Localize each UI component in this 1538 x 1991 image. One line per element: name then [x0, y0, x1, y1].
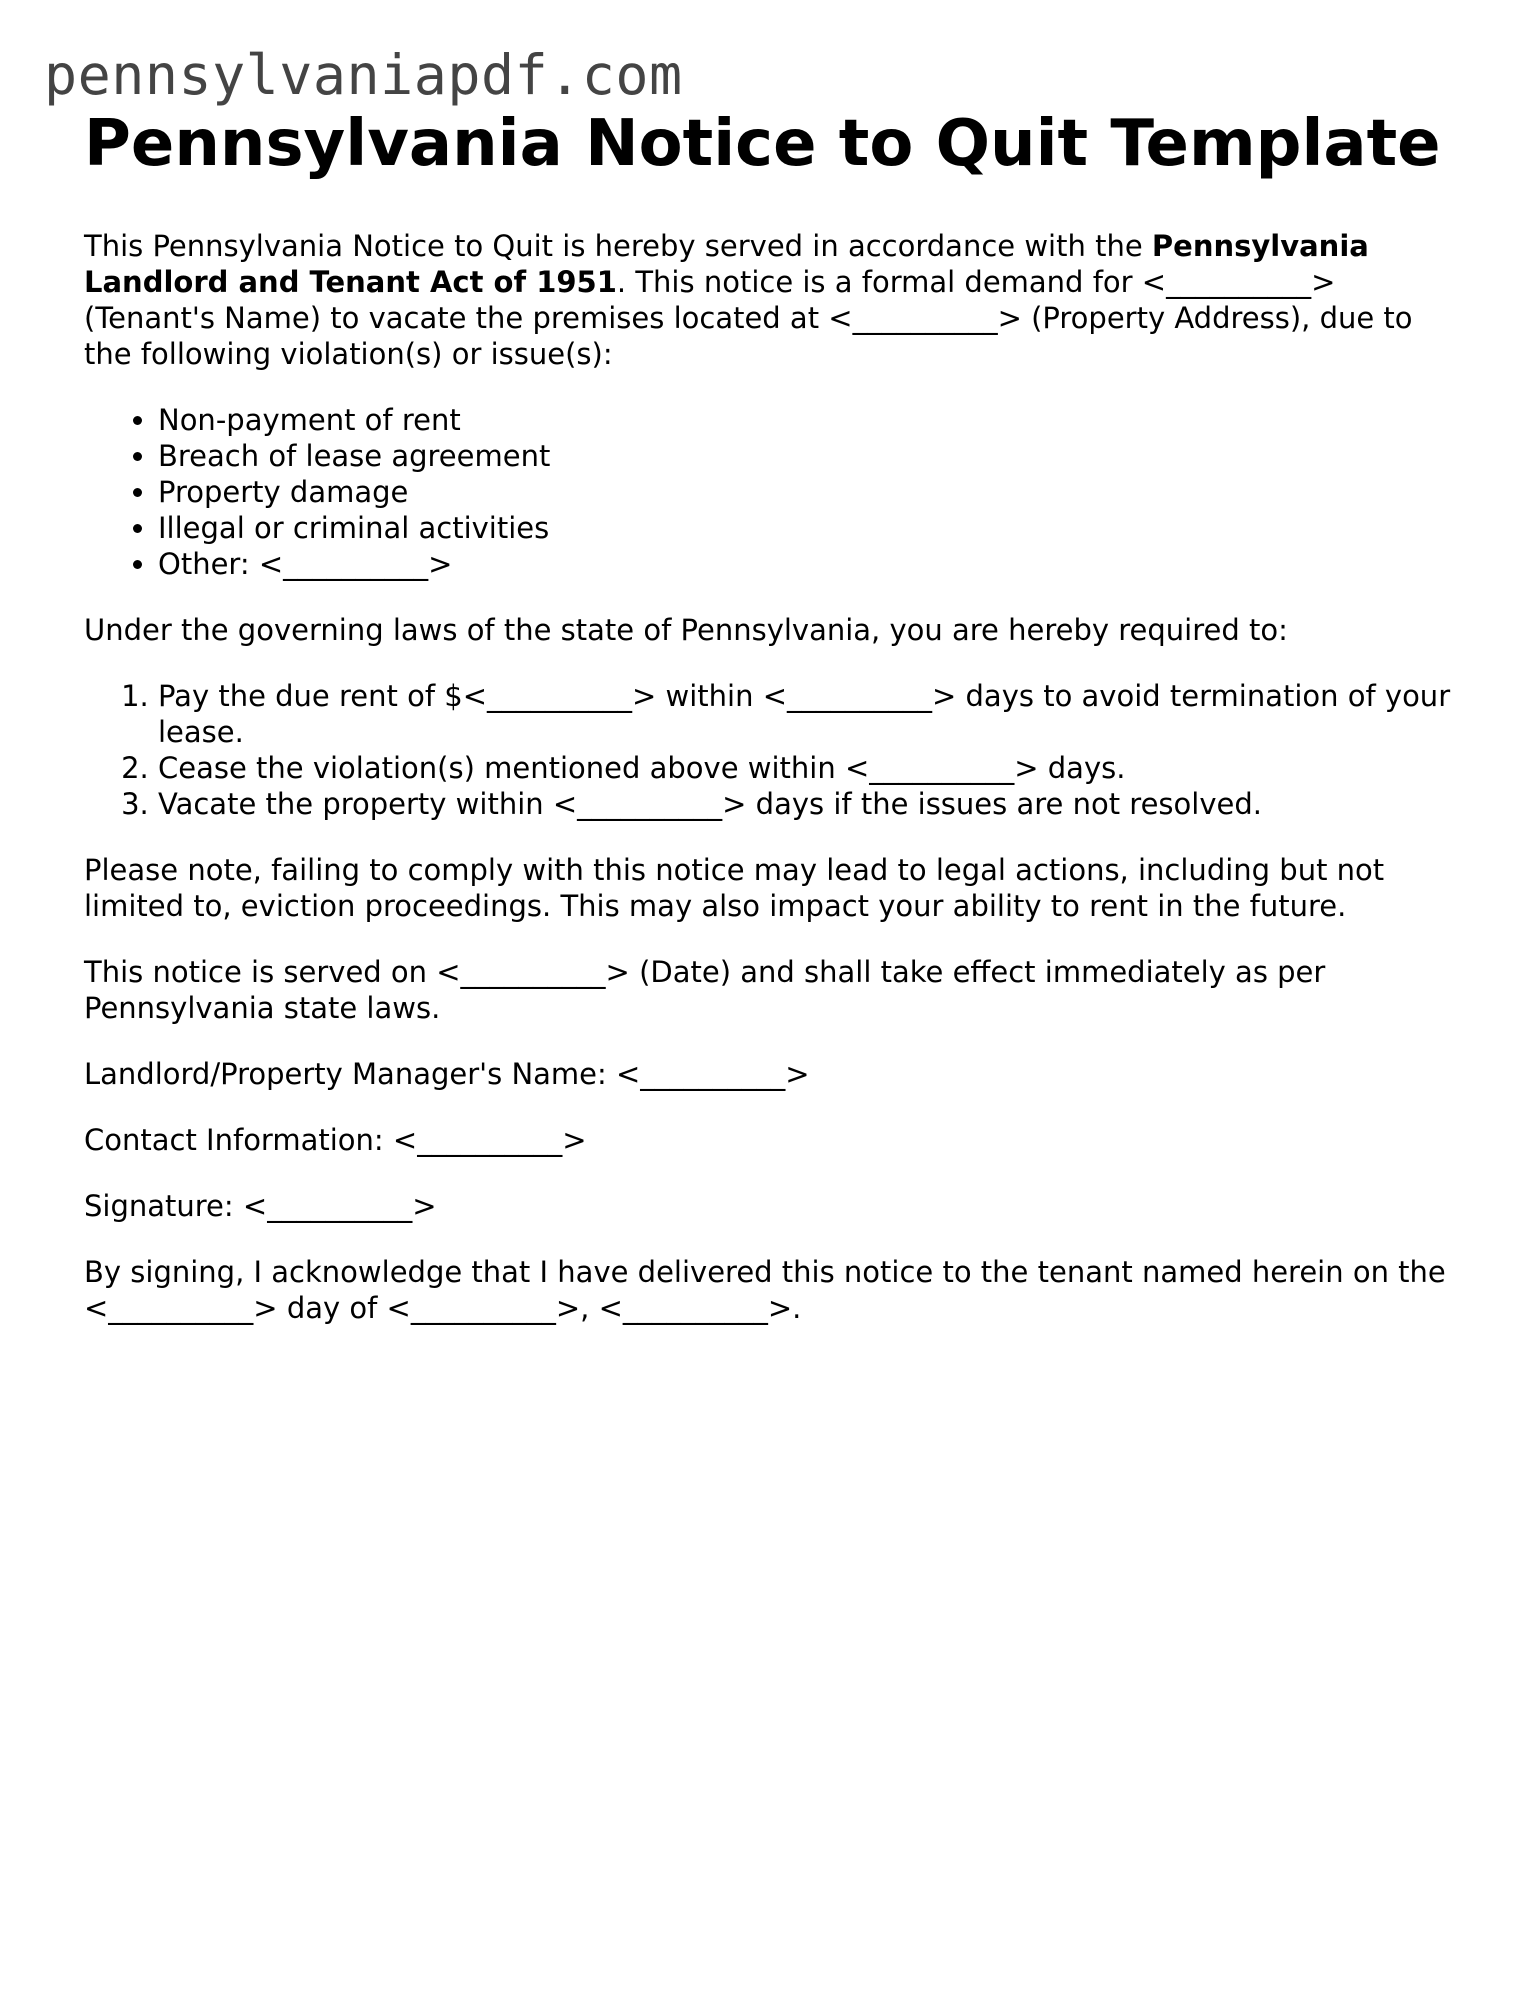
list-item: 1. Pay the due rent of $<__________> within <__________> days to avoid termination of your lease.	[158, 678, 1454, 750]
acknowledgement-paragraph: By signing, I acknowledge that I have delivered this notice to the tenant named herein on the <__________> day of <__________>, <__________>.	[84, 1255, 1446, 1325]
list-item: • Non-payment of rent	[158, 402, 1454, 438]
list-item: • Illegal or criminal activities	[158, 510, 1454, 546]
landlord-name-line: Landlord/Property Manager's Name: <__________>	[84, 1057, 810, 1091]
document	[84, 100, 1454, 1356]
list-item: 2. Cease the violation(s) mentioned above within <__________> days.	[158, 750, 1454, 786]
warning-paragraph: Please note, failing to comply with this notice may lead to legal actions, including but not limited to, eviction proceedings. This may also impact your ability to rent in the future.	[84, 853, 1385, 923]
requirements-list	[84, 678, 1454, 822]
intro-text-1: This Pennsylvania Notice to Quit is hereby served in accordance with the	[84, 229, 1152, 263]
signature-line: Signature: <__________>	[84, 1189, 437, 1223]
intro-text-2: . This notice is a formal demand for <__________> (Tenant's Name) to vacate the premises located at <__________> (Property Address), due to the following violation(s) or issue(s):	[84, 265, 1413, 371]
list-item: 3. Vacate the property within <__________> days if the issues are not resolved.	[158, 786, 1454, 822]
page-title: Pennsylvania Notice to Quit Template	[84, 107, 1441, 181]
intro-act-name: Pennsylvania Landlord and Tenant Act of 1951	[84, 229, 1369, 299]
list-item: • Breach of lease agreement	[158, 438, 1454, 474]
watermark: pennsylvaniapdf.com	[44, 43, 683, 107]
contact-line: Contact Information: <__________>	[84, 1123, 587, 1157]
list-item: • Property damage	[158, 474, 1454, 510]
violations-list	[84, 402, 1454, 582]
intro-paragraph	[84, 228, 1454, 372]
served-paragraph: This notice is served on <__________> (Date) and shall take effect immediately as per Pennsylvania state laws.	[84, 955, 1326, 1025]
requirements-intro: Under the governing laws of the state of Pennsylvania, you are hereby required to:	[84, 613, 1288, 647]
list-item: • Other: <__________>	[158, 546, 1454, 582]
